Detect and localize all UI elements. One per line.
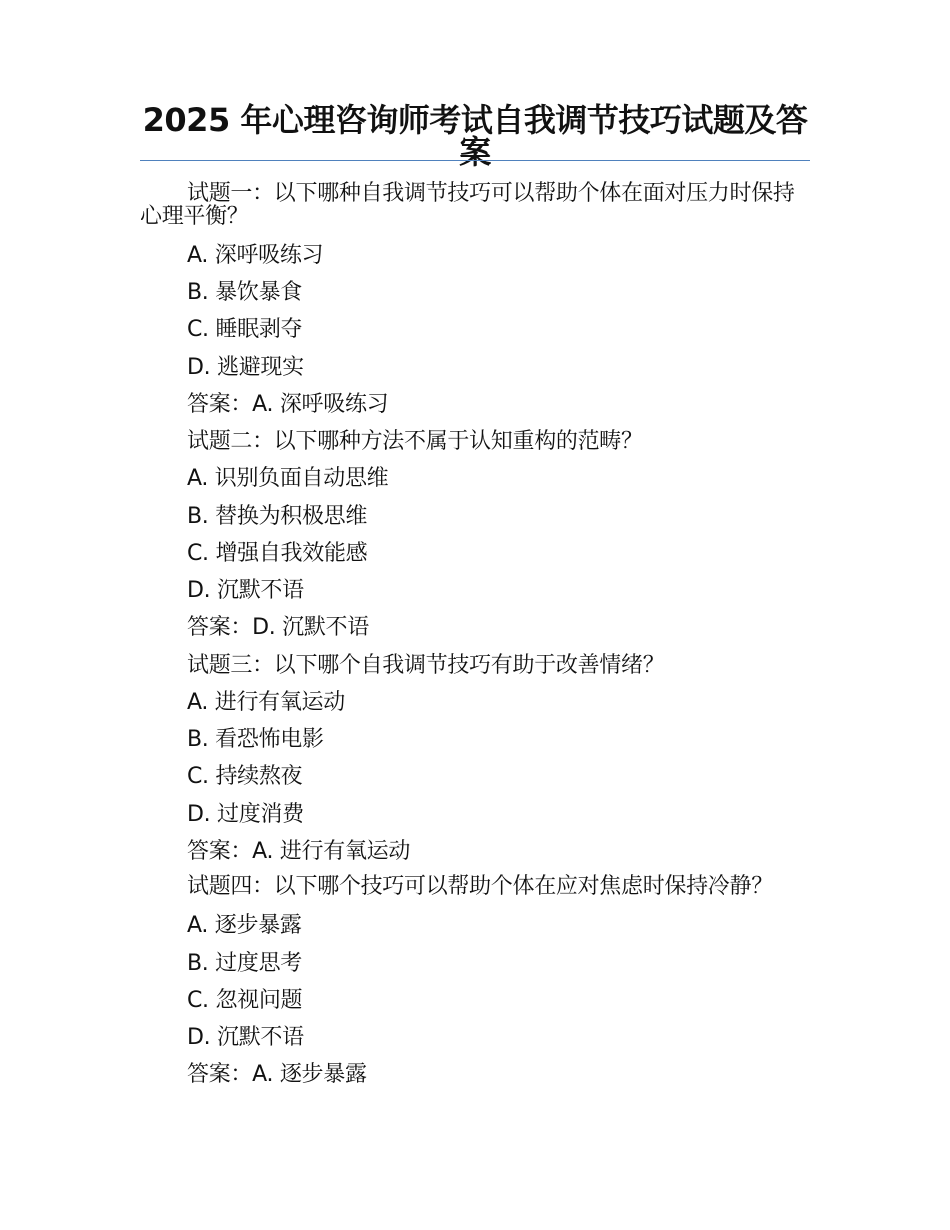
answer-line: 答案：A. 深呼吸练习 [187,391,389,417]
option-b: B. 看恐怖电影 [187,727,324,752]
option-c: C. 增强自我效能感 [187,540,368,566]
option-b: B. 过度思考 [187,950,302,976]
question-stem: 试题三：以下哪个自我调节技巧有助于改善情绪？ [187,652,665,678]
option-b: B. 暴饮暴食 [187,280,302,305]
option-a: A. 识别负面自动思维 [187,466,389,492]
option-a: A. 逐步暴露 [187,913,302,939]
option-b: B. 替换为积极思维 [187,503,368,529]
question-block-2 [140,423,810,647]
question-stem: 试题一：以下哪种自我调节技巧可以帮助个体在面对压力时保持心理平衡？ [140,181,795,229]
document-body [140,177,810,1094]
option-d: D. 逃避现实 [187,354,304,380]
option-c: C. 持续熬夜 [187,764,303,790]
page-title: 2025 年心理咨询师考试自我调节技巧试题及答案 [142,101,808,171]
question-stem: 试题四：以下哪个技巧可以帮助个体在应对焦虑时保持冷静？ [187,874,773,899]
answer-line: 答案：D. 沉默不语 [187,615,369,641]
option-c: C. 忽视问题 [187,987,303,1013]
option-d: D. 沉默不语 [187,578,304,603]
option-a: A. 进行有氧运动 [187,689,345,715]
question-block-1 [140,177,810,423]
question-block-4 [140,870,810,1094]
title-divider [140,160,810,161]
answer-line: 答案：A. 进行有氧运动 [187,838,411,864]
question-stem: 试题二：以下哪种方法不属于认知重构的范畴？ [187,429,643,454]
question-block-3 [140,647,810,871]
option-d: D. 过度消费 [187,801,304,827]
option-d: D. 沉默不语 [187,1025,304,1050]
option-c: C. 睡眠剥夺 [187,317,303,343]
answer-line: 答案：A. 逐步暴露 [187,1062,367,1088]
option-a: A. 深呼吸练习 [187,242,324,268]
